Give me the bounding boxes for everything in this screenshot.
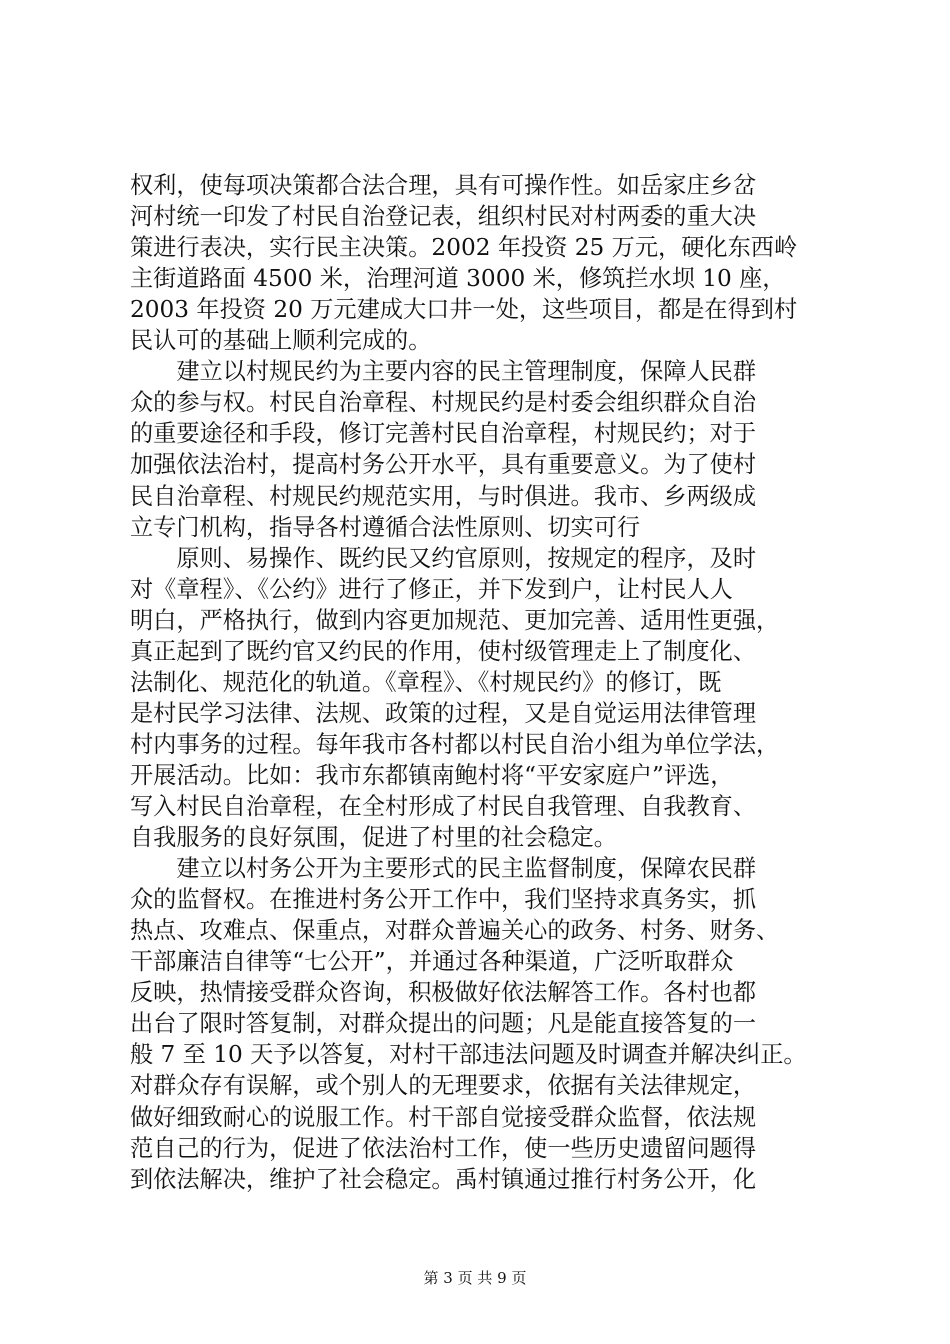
- text-line: 立专门机构，指导各村遵循合法性原则、切实可行: [130, 513, 641, 541]
- text-line: 做好细致耐心的说服工作。村干部自觉接受群众监督，依法规: [130, 1103, 757, 1131]
- text-line: 民认可的基础上顺利完成的。: [130, 327, 432, 355]
- text-line: 建立以村务公开为主要形式的民主监督制度，保障农民群: [130, 855, 757, 883]
- text-line: 主街道路面 4500 米，治理河道 3000 米，修筑拦水坝 10 座，: [130, 265, 786, 293]
- text-line: 真正起到了既约官又约民的作用，使村级管理走上了制度化、: [130, 637, 757, 665]
- text-line: 到依法解决，维护了社会稳定。禹村镇通过推行村务公开，化: [130, 1165, 757, 1193]
- text-line: 加强依法治村，提高村务公开水平，具有重要意义。为了使村: [130, 451, 757, 479]
- text-line: 明白，严格执行，做到内容更加规范、更加完善、适用性更强，: [130, 606, 780, 634]
- text-line: 对《章程》、《公约》进行了修正，并下发到户，让村民人人: [130, 575, 733, 603]
- text-line: 热点、攻难点、保重点，对群众普遍关心的政务、村务、财务、: [130, 917, 780, 945]
- text-line: 范自己的行为，促进了依法治村工作，使一些历史遗留问题得: [130, 1134, 757, 1162]
- text-line: 原则、易操作、既约民又约官原则，按规定的程序，及时: [130, 544, 757, 572]
- text-line: 出台了限时答复制，对群众提出的问题；凡是能直接答复的一: [130, 1010, 757, 1038]
- text-line: 众的监督权。在推进村务公开工作中，我们坚持求真务实，抓: [130, 886, 757, 914]
- text-line: 建立以村规民约为主要内容的民主管理制度，保障人民群: [130, 358, 757, 386]
- text-line: 民自治章程、村规民约规范实用，与时俱进。我市、乡两级成: [130, 482, 757, 510]
- text-line: 众的参与权。村民自治章程、村规民约是村委会组织群众自治: [130, 389, 757, 417]
- text-line: 2003 年投资 20 万元建成大口井一处，这些项目，都是在得到村: [130, 296, 798, 324]
- text-line: 开展活动。比如：我市东都镇南鲍村将“平安家庭户”评选，: [130, 761, 734, 789]
- text-line: 干部廉洁自律等“七公开”，并通过各种渠道，广泛听取群众: [130, 948, 734, 976]
- text-line: 写入村民自治章程，在全村形成了村民自我管理、自我教育、: [130, 793, 757, 820]
- text-line: 是村民学习法律、法规、政策的过程，又是自觉运用法律管理: [130, 699, 757, 727]
- text-line: 般 7 至 10 天予以答复，对村干部违法问题及时调查并解决纠正。: [130, 1041, 807, 1069]
- text-line: 法制化、规范化的轨道。《章程》、《村规民约》的修订，既: [130, 668, 722, 696]
- text-line: 策进行表决，实行民主决策。2002 年投资 25 万元，硬化东西岭: [130, 234, 798, 262]
- page-footer: 第 3 页 共 9 页: [423, 1269, 527, 1287]
- text-line: 对群众存有误解，或个别人的无理要求，依据有关法律规定，: [130, 1072, 757, 1100]
- text-line: 权利，使每项决策都合法合理，具有可操作性。如岳家庄乡岔: [130, 172, 757, 199]
- text-line: 反映，热情接受群众咨询，积极做好依法解答工作。各村也都: [130, 979, 757, 1007]
- text-line: 村内事务的过程。每年我市各村都以村民自治小组为单位学法，: [130, 730, 780, 758]
- text-line: 的重要途径和手段，修订完善村民自治章程，村规民约；对于: [130, 420, 757, 448]
- text-line: 河村统一印发了村民自治登记表，组织村民对村两委的重大决: [130, 203, 757, 231]
- text-line: 自我服务的良好氛围，促进了村里的社会稳定。: [130, 824, 617, 852]
